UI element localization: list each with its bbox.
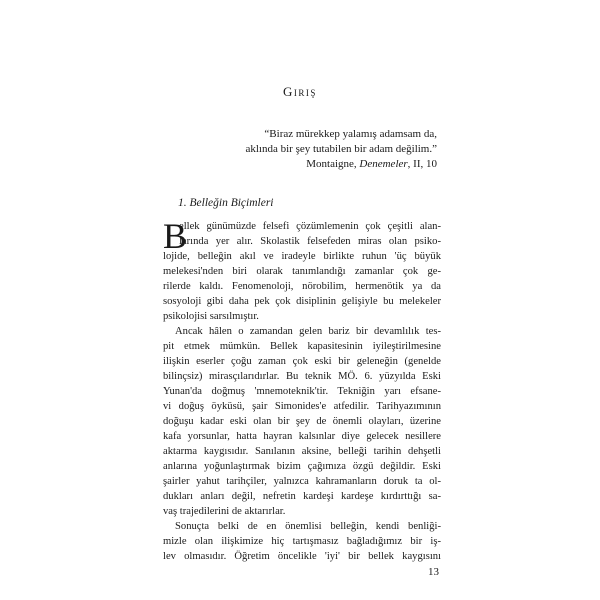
body-line: pit etmek mümkün. Bellek kapasitesinin iyileştirilmesine [163,341,441,352]
page-number: 13 [428,566,439,578]
body-line: psikolojisi sarsılmıştır. [163,311,259,322]
body-line: sosyoloji gibi daha pek çok disiplinin gelişiyle bu melekeler [163,296,441,307]
body-line: dukları anları değil, nefretin kardeşi kardeşe kırdırttığı sa- [163,491,441,502]
body-line: şairler yahut tarihçiler, yalnızca kahramanların doruk ta ol- [163,476,441,487]
epigraph-line-1: “Biraz mürekkep yalamış adamsam da, [264,128,437,140]
body-line: Ancak hâlen o zamandan gelen bariz bir devamlılık tes- [175,326,441,337]
epigraph-author: Montaigne, [306,158,360,170]
body-line: Yunan'da doğmuş 'mnemoteknik'tir. Tekniğin yarı efsane- [163,386,441,397]
body-line: vaş trajedilerini de aktarırlar. [163,506,286,517]
chapter-title: Giriş [283,84,317,99]
epigraph-reference: , II, 10 [407,158,437,170]
body-line: ilişkin eserler çoğu zaman çok eski bir geleneğin (genelde [163,356,441,367]
body-line: ellek günümüzde felsefi çözümlemenin çok çeşitli alan- [179,221,441,232]
body-line: vi doğuş öyküsü, şair Simonides'e atfedilir. Tarihyazımının [163,401,441,412]
epigraph [177,127,437,172]
body-line: mizle olan ilişkimize hiç tartışmasız bağladığımız bir iş- [163,536,441,547]
epigraph-attribution [177,157,437,172]
epigraph-line-2: aklında bir şey tutabilen bir adam değilim.” [245,143,437,155]
epigraph-work-title: Denemeler [359,158,408,170]
body-line: kafa yorsunlar, hatta hayran kalsınlar diye gelecek nesillere [163,431,441,442]
body-line: larında yer alır. Skolastik felsefeden miras olan psiko- [179,236,441,247]
body-line: aktarma kaygısıdır. Sanılanın aksine, belleği tarihin dehşetli [163,446,441,457]
body-line: lojide, belleğin akıl ve iradeyle birlikte ruhun 'üç büyük [163,251,441,262]
body-line: doğuşu kadar eski olan bir şey de önemli olayları, üzerine [163,416,441,427]
drop-cap: B [163,216,188,256]
body-line: rilerde kaldı. Fenomenoloji, nörobilim, hermenötik ya da [163,281,441,292]
body-line: Sonuçta belki de en önemlisi belleğin, kendi benliği- [175,521,441,532]
body-line: lev olmasıdır. Öğretim öncelikle 'iyi' bir bellek kaygısını [163,551,441,562]
body-line: anlarına yoğunlaştırmak bizim çağımıza özgü değildir. Eski [163,461,441,472]
body-line: melekesi'nden biri olarak tanımlandığı zamanlar çok ge- [163,266,441,277]
body-line: bilinçsiz) mirasçılarıdırlar. Bu teknik MÖ. 6. yüzyılda Eski [163,371,441,382]
body-text [163,216,441,564]
section-title: 1. Belleğin Biçimleri [178,197,274,209]
